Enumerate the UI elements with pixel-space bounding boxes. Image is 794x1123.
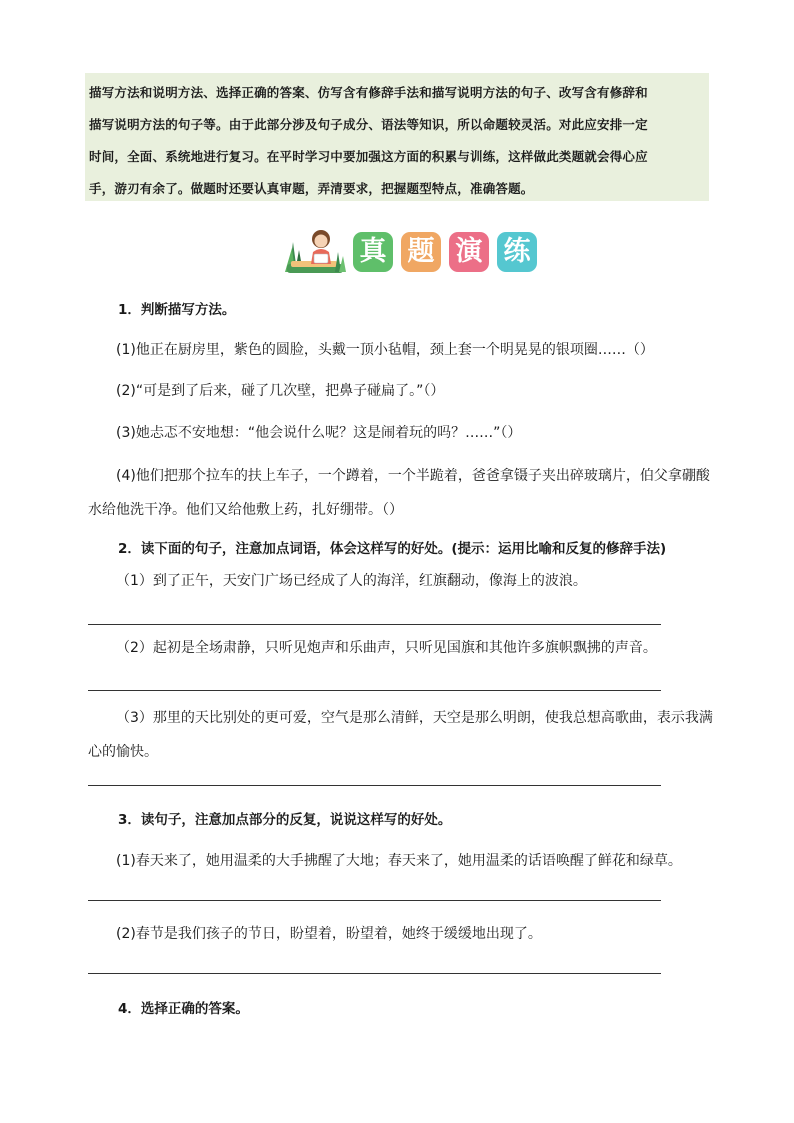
section-banner: [283, 228, 543, 274]
answer-line[interactable]: [88, 973, 661, 974]
banner-char-yan: 演: [449, 232, 489, 272]
intro-paragraph: [85, 73, 709, 201]
question-1-title: 1．判断描写方法。: [118, 302, 236, 318]
question-2-item-3: （3）那里的天比别处的更可爱，空气是那么清鲜，天空是那么明朗，使我总想高歌曲，表示我满: [116, 710, 713, 726]
question-1-item-4-cont: 水给他洗干净。他们又给他敷上药，扎好绷带。（）: [88, 502, 403, 518]
question-1-item-2: (2)“可是到了后来，碰了几次壁，把鼻子碰扁了。”（）: [116, 383, 445, 399]
intro-line: 描写说明方法的句子等。由于此部分涉及句子成分、语法等知识，所以命题较灵活。对此应安排一定: [89, 117, 648, 132]
answer-line[interactable]: [88, 690, 661, 691]
intro-line: 描写方法和说明方法、选择正确的答案、仿写含有修辞手法和描写说明方法的句子、改写含有修辞和: [89, 85, 648, 100]
answer-line[interactable]: [88, 624, 661, 625]
intro-line: 时间，全面、系统地进行复习。在平时学习中要加强这方面的积累与训练，这样做此类题就会得心应: [89, 149, 648, 164]
question-2-item-3-cont: 心的愉快。: [88, 744, 158, 760]
banner-char-ti: 题: [401, 232, 441, 272]
banner-char-zhen: 真: [353, 232, 393, 272]
question-1-item-4: (4)他们把那个拉车的扶上车子，一个蹲着，一个半跪着，爸爸拿镊子夹出碎玻璃片，伯父拿硼酸: [116, 468, 710, 484]
answer-line[interactable]: [88, 785, 661, 786]
question-1-item-3: (3)她忐忑不安地想：“他会说什么呢？这是闹着玩的吗？……”（）: [116, 425, 522, 441]
question-3-title: 3．读句子，注意加点部分的反复，说说这样写的好处。: [118, 812, 452, 828]
question-2-item-2: （2）起初是全场肃静，只听见炮声和乐曲声，只听见国旗和其他许多旗帜飘拂的声音。: [116, 640, 657, 656]
question-3-item-2: (2)春节是我们孩子的节日，盼望着，盼望着，她终于缓缓地出现了。: [116, 926, 542, 942]
reading-girl-illustration: [283, 228, 347, 274]
question-2-title: 2．读下面的句子，注意加点词语，体会这样写的好处。(提示：运用比喻和反复的修辞手法): [118, 541, 667, 557]
question-3-item-1: (1)春天来了，她用温柔的大手拂醒了大地；春天来了，她用温柔的话语唤醒了鲜花和绿草。: [116, 853, 682, 869]
question-2-item-1: （1）到了正午，天安门广场已经成了人的海洋，红旗翻动，像海上的波浪。: [116, 573, 587, 589]
question-4-title: 4．选择正确的答案。: [118, 1001, 249, 1017]
intro-line: 手，游刃有余了。做题时还要认真审题，弄清要求，把握题型特点，准确答题。: [89, 181, 534, 196]
answer-line[interactable]: [88, 900, 661, 901]
question-1-item-1: (1)他正在厨房里，紫色的圆脸，头戴一顶小毡帽，颈上套一个明晃晃的银项圈……（）: [116, 342, 654, 358]
banner-char-lian: 练: [497, 232, 537, 272]
